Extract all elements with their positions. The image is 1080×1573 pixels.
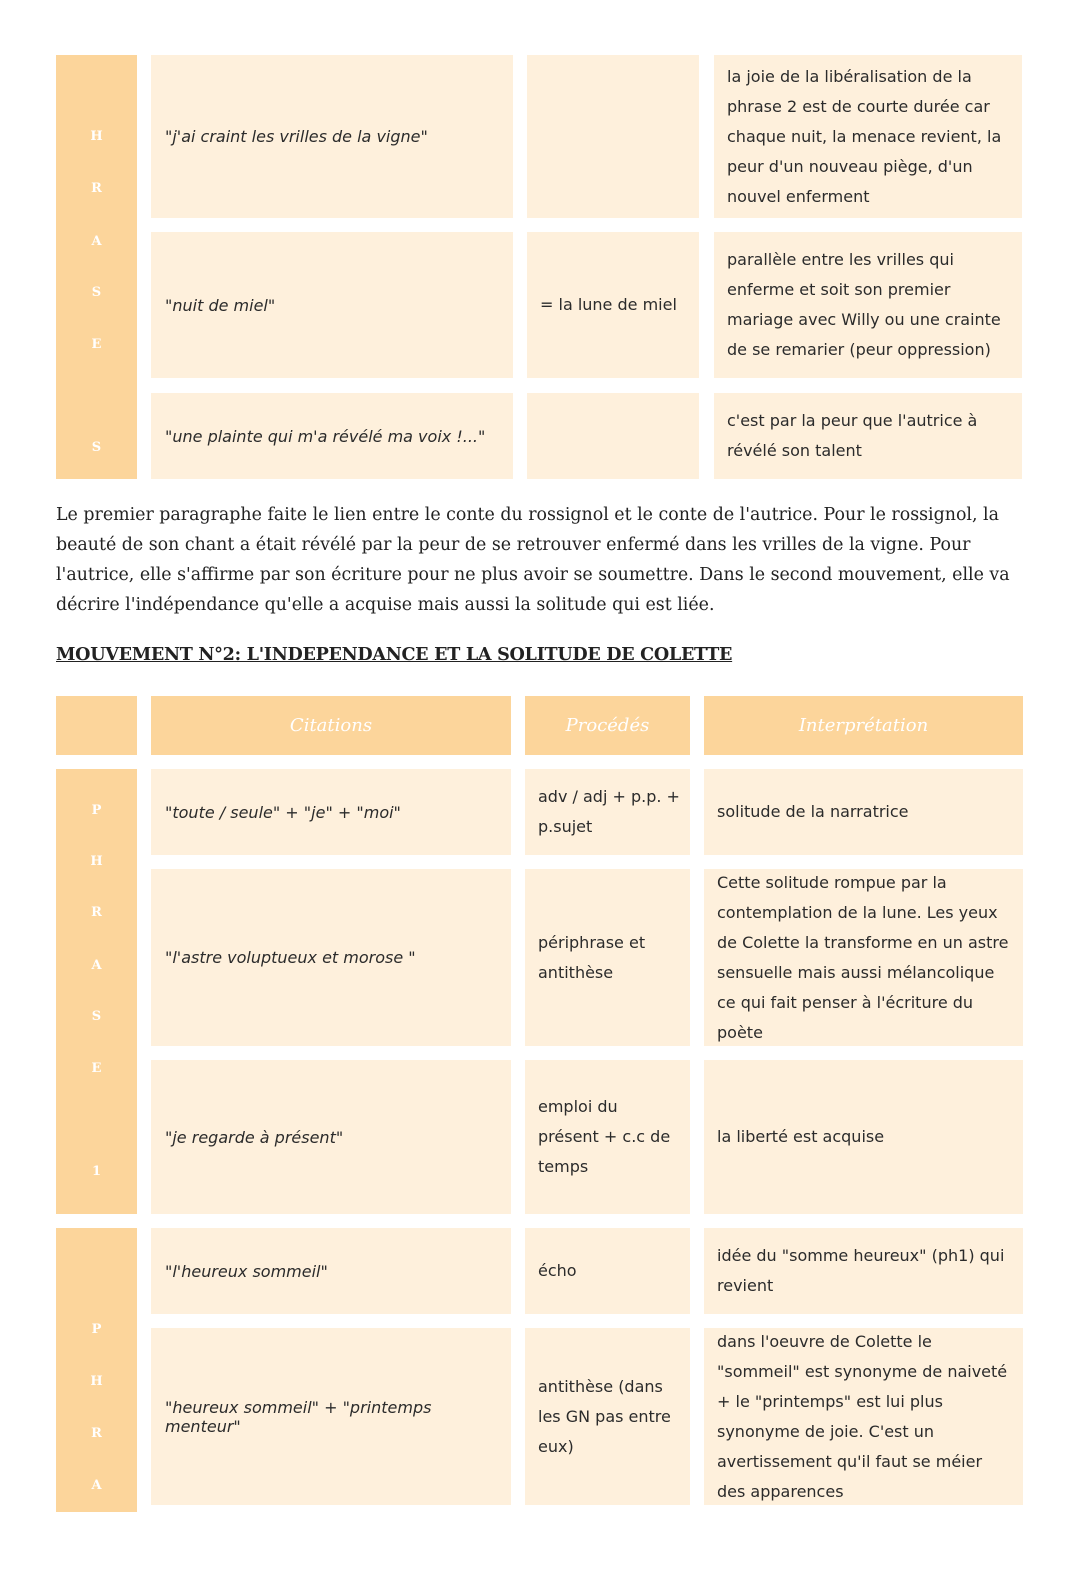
- interpretation-text: dans l'oeuvre de Colette le "sommeil" est synonyme de naiveté + le "printemps" est lui plus synonyme de joie. C'est un avertissement qu'il faut se méier des apparences: [717, 1331, 1008, 1501]
- interpretation-text: solitude de la narratrice: [717, 802, 909, 821]
- side-letter: A: [91, 1478, 102, 1493]
- side-letter: 1: [91, 1164, 102, 1179]
- interpretation-cell: [714, 232, 1022, 378]
- body-paragraph: Le premier paragraphe faite le lien entre le conte du rossignol et le conte de l'autrice. Pour le rossignol, la beauté de son chant a était révélé par la peur de se retrouver enfermé dans les vrilles de la vigne. Pour l'autrice, elle s'affirme par son écriture pour ne plus avoir se soumettre. Dans le second mouvement, elle va décrire l'indépendance qu'elle a acquise mais aussi la solitude qui est liée.: [56, 505, 1010, 615]
- interpretation-cell: [714, 393, 1022, 479]
- citation-cell: [151, 869, 511, 1046]
- side-letter: H: [90, 1374, 103, 1389]
- side-label-phrases: [56, 55, 137, 479]
- header-corner: [56, 696, 137, 755]
- interpretation-text: Cette solitude rompue par la contemplation de la lune. Les yeux de Colette la transforme en un astre sensuelle mais aussi mélancolique ce qui fait penser à l'écriture du poète: [717, 872, 1009, 1042]
- citation-text: "l'heureux sommeil": [165, 1261, 328, 1281]
- header-label: Interprétation: [798, 715, 929, 736]
- procede-cell: [525, 1228, 690, 1314]
- citation-cell: [151, 1060, 511, 1214]
- side-letter: R: [91, 181, 102, 196]
- interpretation-cell: [704, 769, 1023, 855]
- side-label-phrase-1: [56, 769, 137, 1214]
- section-heading: MOUVEMENT N°2: L'INDEPENDANCE ET LA SOLITUDE DE COLETTE: [56, 644, 733, 665]
- citation-cell: [151, 393, 513, 479]
- procede-cell: [527, 393, 699, 479]
- header-label: Citations: [289, 715, 373, 736]
- side-letter: H: [90, 129, 103, 144]
- citation-text: "je regarde à présent": [165, 1127, 344, 1147]
- header-label: Procédés: [565, 715, 650, 736]
- citation-text: "une plainte qui m'a révélé ma voix !...": [165, 426, 486, 446]
- header-citations: [151, 696, 511, 755]
- citation-text: "l'astre voluptueux et morose ": [165, 948, 416, 967]
- interpretation-cell: [704, 1228, 1023, 1314]
- interpretation-text: c'est par la peur que l'autrice à révélé son talent: [727, 411, 978, 460]
- citation-cell: [151, 55, 513, 218]
- procede-text: antithèse (dans les GN pas entre eux): [538, 1376, 671, 1456]
- side-letter: E: [91, 337, 102, 352]
- citation-cell: [151, 1328, 511, 1505]
- procede-text: écho: [538, 1261, 577, 1280]
- procede-text: = la lune de miel: [540, 295, 677, 314]
- side-letter: A: [91, 234, 102, 249]
- side-letter: E: [91, 1061, 102, 1076]
- procede-cell: [527, 55, 699, 218]
- interpretation-cell: [714, 55, 1022, 218]
- side-letter: S: [91, 285, 102, 300]
- header-interpretation: [704, 696, 1023, 755]
- header-procedes: [525, 696, 690, 755]
- side-label-phrase-2: [56, 1228, 137, 1512]
- side-letter: P: [91, 1322, 102, 1337]
- citation-text: "toute / seule" + "je" + "moi": [165, 802, 401, 822]
- procede-cell: [525, 1328, 690, 1505]
- procede-cell: [527, 232, 699, 378]
- side-letter: R: [91, 905, 102, 920]
- citation-text: "heureux sommeil" + "printemps menteur": [165, 1397, 432, 1436]
- citation-text: "nuit de miel": [165, 295, 276, 315]
- procede-cell: [525, 769, 690, 855]
- interpretation-text: la joie de la libéralisation de la phrase 2 est de courte durée car chaque nuit, la menace revient, la peur d'un nouveau piège, d'un nouvel enferment: [727, 66, 1002, 206]
- side-letter: S: [91, 1009, 102, 1024]
- side-letter: A: [91, 958, 102, 973]
- side-letter: H: [90, 854, 103, 869]
- interpretation-cell: [704, 1328, 1023, 1505]
- side-letter: P: [91, 803, 102, 818]
- interpretation-cell: [704, 1060, 1023, 1214]
- citation-cell: [151, 769, 511, 855]
- interpretation-cell: [704, 869, 1023, 1046]
- procede-text: adv / adj + p.p. + p.sujet: [538, 787, 680, 836]
- procede-text: périphrase et antithèse: [538, 932, 646, 982]
- side-letter: R: [91, 1426, 102, 1441]
- side-letter: S: [91, 440, 102, 455]
- interpretation-text: idée du "somme heureux" (ph1) qui revient: [717, 1246, 1005, 1295]
- procede-cell: [525, 1060, 690, 1214]
- procede-text: emploi du présent + c.c de temps: [538, 1097, 671, 1176]
- citation-cell: [151, 232, 513, 378]
- interpretation-text: la liberté est acquise: [717, 1127, 885, 1146]
- citation-text: "j'ai craint les vrilles de la vigne": [165, 127, 428, 146]
- procede-cell: [525, 869, 690, 1046]
- interpretation-text: parallèle entre les vrilles qui enferme et soit son premier mariage avec Willy ou une crainte de se remarier (peur oppression): [727, 250, 1001, 359]
- citation-cell: [151, 1228, 511, 1314]
